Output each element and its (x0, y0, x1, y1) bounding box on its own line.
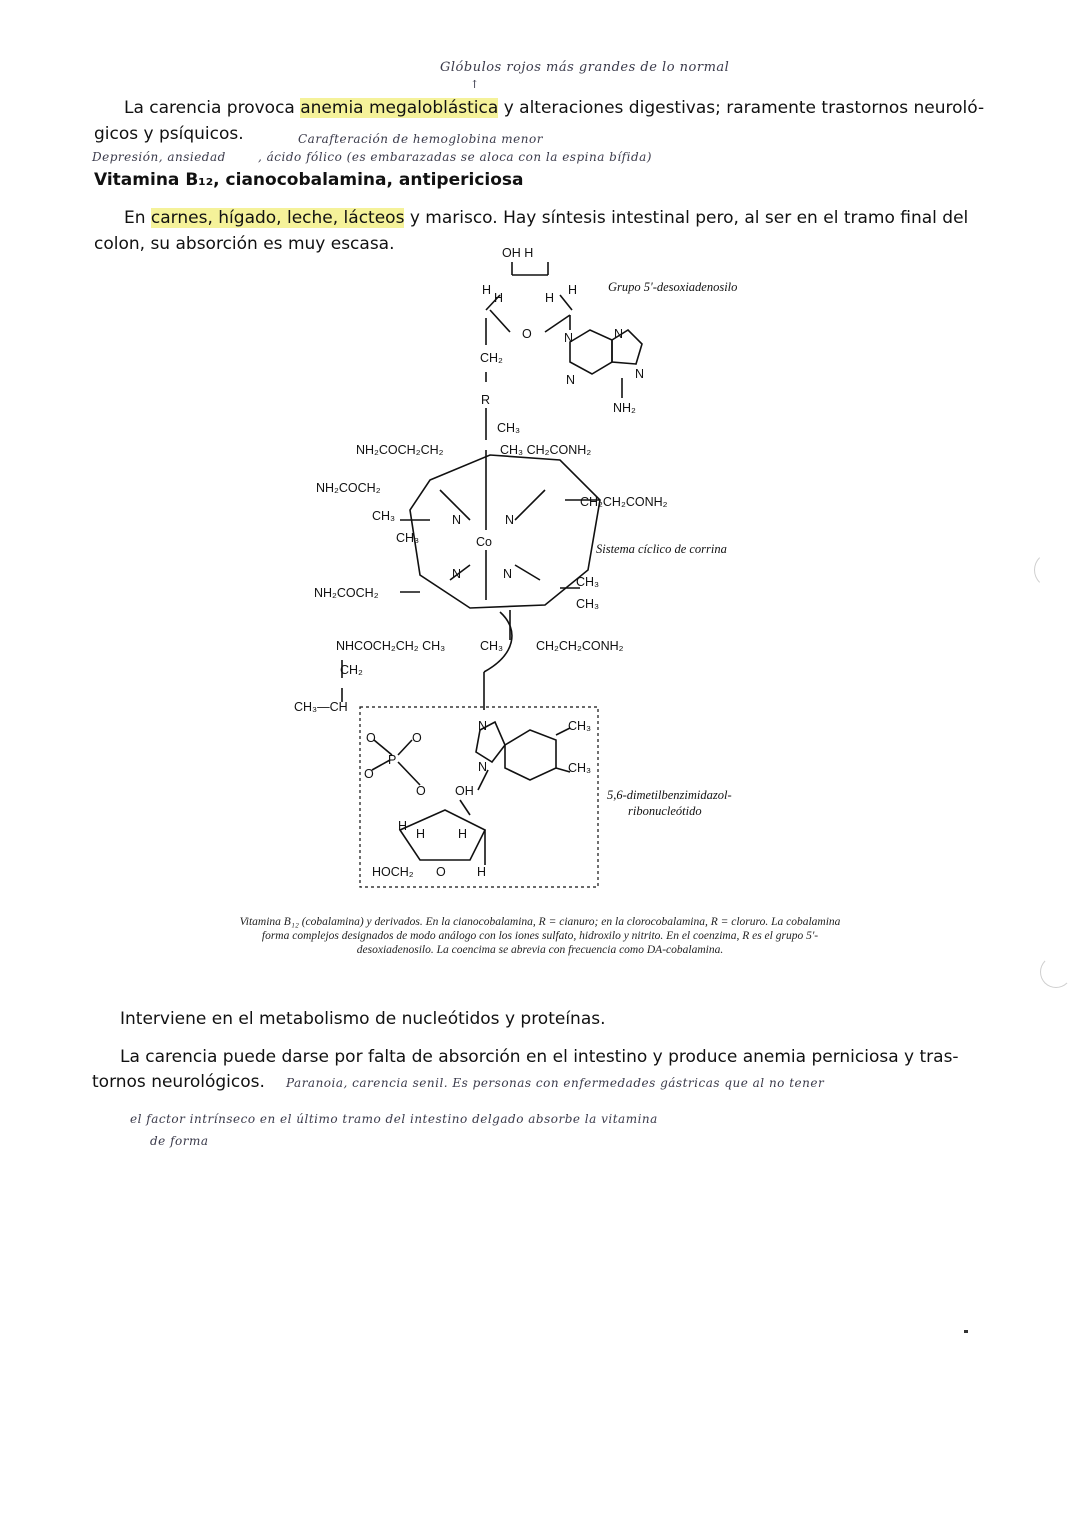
atom-ch3-bz1: CH₃ (568, 719, 592, 733)
paragraph-carencia-line1: La carencia puede darse por falta de absorción en el intestino y produce anemia perniciosa y tras- (120, 1047, 959, 1067)
atom-co: Co (476, 535, 492, 549)
substituent-7: NHCOCH₂CH₂ CH₃ (336, 639, 446, 653)
handwritten-note-b12-1: Paranoia, carencia senil. Es personas con enfermedades gástricas que al no tener (286, 1076, 825, 1090)
atom-h-b4: H (477, 865, 487, 879)
atom-oh-bottom: OH (455, 784, 474, 798)
atom-o-p3: O (364, 767, 374, 781)
atom-p: P (388, 753, 397, 767)
label-ribonucleotido: ribonucleótido (628, 804, 702, 818)
para2-text-post: y marisco. Hay síntesis intestinal pero, al ser en el tramo final del (404, 208, 969, 228)
atom-n-1: N (564, 331, 574, 345)
atom-o-p1: O (366, 731, 376, 745)
atom-ch3-b: CH₃ (396, 531, 420, 545)
scan-mark-2 (1040, 956, 1072, 988)
paragraph-deficiency-line2: gicos y psíquicos. (94, 124, 244, 144)
atom-nh2: NH₂ (613, 401, 636, 415)
atom-hoch2: HOCH₂ (372, 865, 414, 879)
atom-h-2: H (494, 291, 504, 305)
atom-n-c4: N (503, 567, 513, 581)
atom-o-bottom: O (416, 784, 426, 798)
scan-dot (964, 1330, 968, 1333)
atom-ch3-d: CH₃ (576, 597, 600, 611)
highlight-foods: carnes, hígado, leche, lácteos (150, 208, 405, 228)
atom-ch2-top: CH₂ (480, 351, 503, 365)
vitamin-b12-title: Vitamina B₁₂, cianocobalamina, antipericiosa (94, 170, 524, 190)
handwritten-note-top: Glóbulos rojos más grandes de lo normal (440, 60, 730, 75)
substituent-2: NH₂COCH₂ (316, 481, 381, 495)
oh-h-label: OH H (502, 246, 534, 260)
atom-h-3: H (545, 291, 555, 305)
label-desoxiadenosilo: Grupo 5'-desoxiadenosilo (608, 280, 738, 294)
paragraph-metabolism: Interviene en el metabolismo de nucleótidos y proteínas. (120, 1009, 606, 1029)
substituent-6: CH₂CH₂CONH₂ (536, 639, 624, 653)
atom-h-b3: H (458, 827, 468, 841)
atom-h-b1: H (398, 819, 408, 833)
atom-n-c3: N (452, 567, 462, 581)
atom-h-b2: H (416, 827, 426, 841)
atom-n-2: N (614, 327, 624, 341)
highlight-anemia: anemia megaloblástica (300, 98, 499, 118)
atom-h-4: H (568, 283, 578, 297)
handwritten-note-b12-3: de forma (150, 1134, 209, 1148)
atom-n-3: N (566, 373, 576, 387)
atom-o-p2: O (412, 731, 422, 745)
atom-ch3-top: CH₃ (497, 421, 521, 435)
substituent-3: NH₂COCH₂ (314, 586, 379, 600)
handwritten-note-b12-2: el factor intrínseco en el último tramo del intestino delgado absorbe la vitamina (130, 1112, 658, 1126)
figure-caption: Vitamina B₁₂ (cobalamina) y derivados. En la cianocobalamina, R = cianuro; en la clorocobalamina, R = cloruro. La cobalamina forma complejos designados de modo análogo con los iones sulfato, hidroxilo y nitrito. En el coenzima, R es el grupo 5'-desoxiadenosilo. La coencima se abrevia con frecuencia como DA-cobalamina. (239, 916, 841, 956)
scan-mark-1 (1034, 552, 1070, 588)
handwritten-note-hemoglobin: Carafteración de hemoglobina menor (298, 132, 543, 146)
handwritten-note-depression: Depresión, ansiedad (92, 150, 226, 164)
label-corrina: Sistema cíclico de corrina (596, 542, 727, 556)
label-dimetilbenzimidazol: 5,6-dimetilbenzimidazol- (607, 788, 732, 802)
atom-ch3-bz2: CH₃ (568, 761, 592, 775)
para2-text-pre: En (124, 208, 151, 228)
substituent-1: NH₂COCH₂CH₂ (356, 443, 444, 457)
atom-ch3-c: CH₃ (576, 575, 600, 589)
paragraph-sources-line2: colon, su absorción es muy escasa. (94, 234, 395, 254)
atom-n-4: N (635, 367, 645, 381)
atom-ch2-chain: CH₂ (340, 663, 363, 677)
atom-n-c2: N (505, 513, 515, 527)
atom-r: R (481, 393, 491, 407)
atom-o-ribose: O (522, 327, 532, 341)
substituent-5: CH₂CH₂CONH₂ (580, 495, 668, 509)
handwritten-note-folic: , ácido fólico (es embarazadas se aloca con la espina bífida) (258, 150, 652, 164)
arrow-icon: ↑ (470, 78, 480, 91)
para1-text-post: y alteraciones digestivas; raramente trastornos neuroló- (498, 98, 985, 118)
atom-o-ring: O (436, 865, 446, 879)
atom-n-c1: N (452, 513, 462, 527)
paragraph-carencia-line2: tornos neurológicos. (92, 1072, 265, 1092)
substituent-4: CH₃ CH₂CONH₂ (500, 443, 592, 457)
substituent-8: CH₃—CH (294, 700, 348, 714)
atom-ch3-e: CH₃ (480, 639, 504, 653)
atom-ch3-a: CH₃ (372, 509, 396, 523)
atom-n-bz2: N (478, 760, 488, 774)
atom-n-bz1: N (478, 719, 488, 733)
para1-text-pre: La carencia provoca (124, 98, 301, 118)
atom-h-1: H (482, 283, 492, 297)
